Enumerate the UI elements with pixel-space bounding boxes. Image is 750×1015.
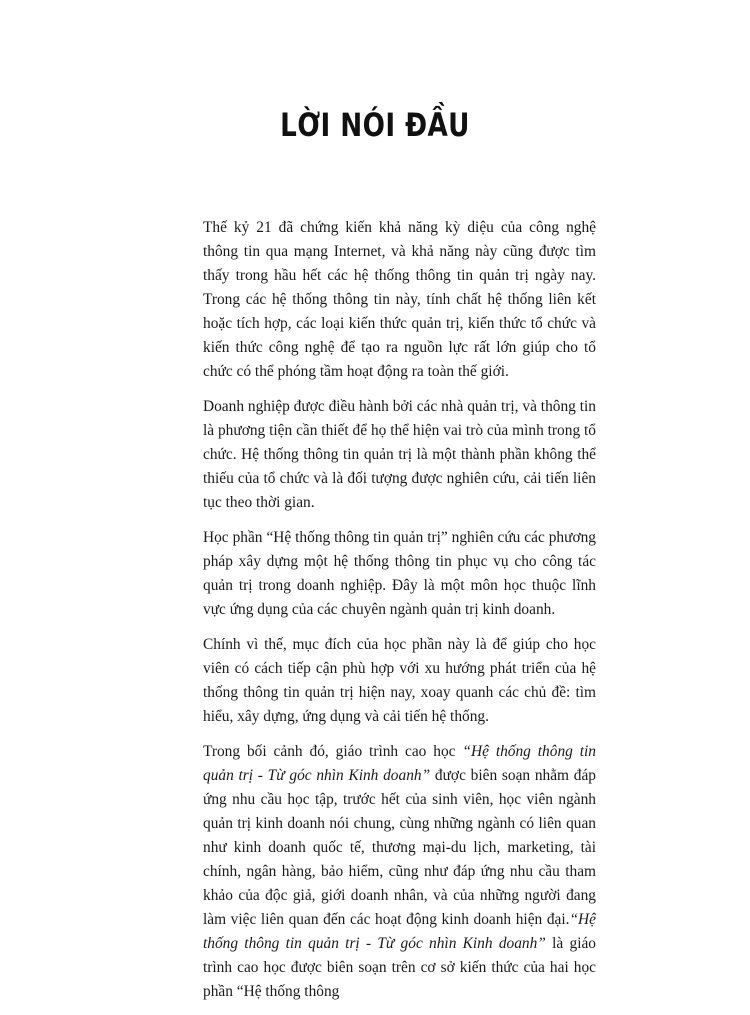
body-text <box>203 216 596 1015</box>
paragraph-4 <box>203 633 596 729</box>
paragraph-text: Trong bối cảnh đó, giáo trình cao học <box>203 743 463 760</box>
paragraph-2 <box>203 395 596 515</box>
paragraph-text: là giáo trình cao học được biên soạn trên cơ sở kiến thức của hai học phần “Hệ thống thông <box>203 935 596 1000</box>
paragraph-1 <box>203 216 596 384</box>
book-title-italic: “Hệ thống thông tin quản trị - Từ góc nhìn Kinh doanh” <box>203 743 596 784</box>
paragraph-3 <box>203 526 596 622</box>
book-title-italic: “Hệ thống thông tin quản trị - Từ góc nhìn Kinh doanh” <box>203 911 596 952</box>
paragraph-text: Học phần “Hệ thống thông tin quản trị” nghiên cứu các phương pháp xây dựng một hệ thống thông tin phục vụ cho công tác quản trị trong doanh nghiệp. Đây là một môn học thuộc lĩnh vực ứng dụng của các chuyên ngành quản trị kinh doanh. <box>203 529 596 618</box>
paragraph-text: Doanh nghiệp được điều hành bởi các nhà quản trị, và thông tin là phương tiện cần thiết để họ thể hiện vai trò của mình trong tổ chức. Hệ thống thông tin quản trị là một thành phần không thể thiếu của tổ chức và là đối tượng được nghiên cứu, cải tiến liên tục theo thời gian. <box>203 398 596 511</box>
paragraph-5 <box>203 740 596 1004</box>
paragraph-text: Chính vì thế, mục đích của học phần này là để giúp cho học viên có cách tiếp cận phù hợp với xu hướng phát triển của hệ thống thông tin quản trị hiện nay, xoay quanh các chủ đề: tìm hiểu, xây dựng, ứng dụng và cải tiến hệ thống. <box>203 636 596 725</box>
paragraph-text: Thế kỷ 21 đã chứng kiến khả năng kỳ diệu của công nghệ thông tin qua mạng Internet, và khả năng này cũng được tìm thấy trong hầu hết các hệ thống thông tin quản trị ngày nay. Trong các hệ thống thông tin này, tính chất hệ thống liên kết hoặc tích hợp, các loại kiến thức quản trị, kiến thức tổ chức và kiến thức công nghệ để tạo ra nguồn lực rất lớn giúp cho tổ chức có thể phóng tầm hoạt động ra toàn thế giới. <box>203 219 596 380</box>
page-title: LỜI NÓI ĐẦU <box>280 106 470 144</box>
paragraph-text: được biên soạn nhằm đáp ứng nhu cầu học tập, trước hết của sinh viên, học viên ngành quản trị kinh doanh nói chung, cùng những ngành có liên quan như kinh doanh quốc tế, thương mại-du lịch, marketing, tài chính, ngân hàng, bảo hiểm, cũng như đáp ứng nhu cầu tham khảo của độc giả, giới doanh nhân, và của những người đang làm việc liên quan đến các hoạt động kinh doanh hiện đại. <box>203 767 596 928</box>
